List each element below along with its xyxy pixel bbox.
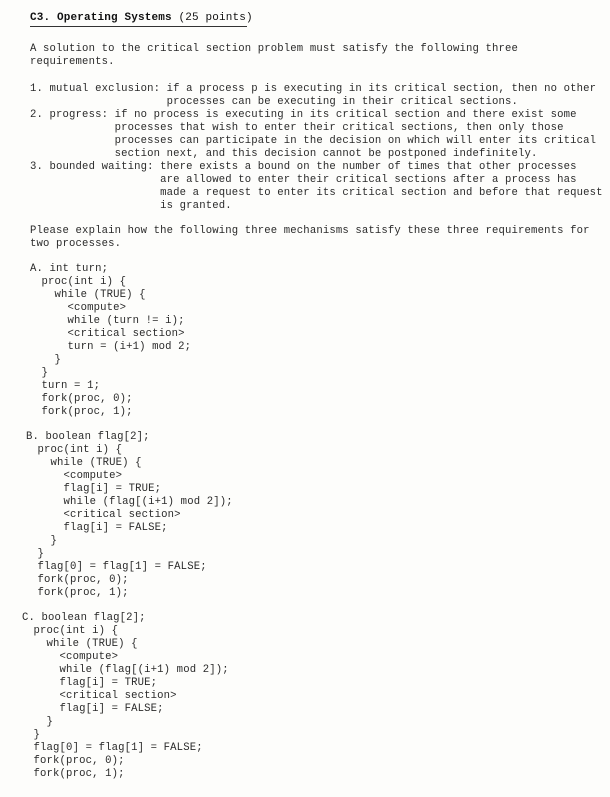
- code-line: while (TRUE) {: [22, 289, 146, 301]
- code-line: while (TRUE) {: [14, 638, 138, 650]
- question-title: [30, 12, 253, 25]
- code-line: }: [22, 354, 62, 366]
- code-line: <compute>: [22, 302, 127, 314]
- code-line: turn = 1;: [22, 380, 101, 392]
- requirement-2-line-4: section next, and this decision cannot be postponed indefinitely.: [30, 148, 538, 160]
- code-line: }: [14, 729, 41, 741]
- requirement-2-line-2: processes that wish to enter their critical sections, then only those: [30, 122, 564, 134]
- code-line: while (flag[(i+1) mod 2]);: [14, 664, 229, 676]
- question-line-2: two processes.: [30, 238, 122, 250]
- code-line: fork(proc, 0);: [22, 393, 133, 405]
- code-line: fork(proc, 1);: [14, 768, 125, 780]
- title-underline: [30, 26, 247, 27]
- code-line: fork(proc, 1);: [18, 587, 129, 599]
- code-line: B. boolean flag[2];: [26, 431, 150, 443]
- requirement-2-line-1: 2. progress: if no process is executing in its critical section and there exist some: [30, 109, 577, 121]
- code-line: }: [18, 548, 45, 560]
- requirement-1-line-2: processes can be executing in their critical sections.: [30, 96, 519, 108]
- code-line: while (turn != i);: [22, 315, 185, 327]
- requirement-2-line-3: processes can participate in the decision on which will enter its critical: [30, 135, 597, 147]
- requirement-3-line-2: are allowed to enter their critical sections after a process has: [30, 174, 577, 186]
- code-line: flag[0] = flag[1] = FALSE;: [14, 742, 203, 754]
- requirement-3-line-4: is granted.: [30, 200, 232, 212]
- code-line: C. boolean flag[2];: [22, 612, 146, 624]
- intro-line-1: A solution to the critical section problem must satisfy the following three: [30, 43, 519, 55]
- code-line: while (TRUE) {: [18, 457, 142, 469]
- code-line: turn = (i+1) mod 2;: [22, 341, 192, 353]
- title-text: C3. Operating Systems: [30, 12, 172, 24]
- code-line: A. int turn;: [30, 263, 109, 275]
- code-line: proc(int i) {: [22, 276, 127, 288]
- question-line-1: Please explain how the following three mechanisms satisfy these three requirements for: [30, 225, 590, 237]
- code-line: <compute>: [18, 470, 123, 482]
- requirement-1-line-1: 1. mutual exclusion: if a process p is executing in its critical section, then no other: [30, 83, 597, 95]
- code-line: flag[i] = TRUE;: [18, 483, 162, 495]
- intro-line-2: requirements.: [30, 56, 115, 68]
- code-line: flag[i] = TRUE;: [14, 677, 158, 689]
- code-line: while (flag[(i+1) mod 2]);: [18, 496, 233, 508]
- code-line: proc(int i) {: [14, 625, 119, 637]
- code-line: fork(proc, 0);: [14, 755, 125, 767]
- code-line: fork(proc, 1);: [22, 406, 133, 418]
- code-line: <critical section>: [14, 690, 177, 702]
- code-line: <critical section>: [22, 328, 185, 340]
- requirement-3-line-3: made a request to enter its critical section and before that request: [30, 187, 603, 199]
- code-line: }: [22, 367, 49, 379]
- code-line: flag[i] = FALSE;: [14, 703, 164, 715]
- code-line: }: [14, 716, 54, 728]
- code-line: <compute>: [14, 651, 119, 663]
- requirement-3-line-1: 3. bounded waiting: there exists a bound on the number of times that other processes: [30, 161, 577, 173]
- code-line: flag[i] = FALSE;: [18, 522, 168, 534]
- code-line: proc(int i) {: [18, 444, 123, 456]
- code-line: flag[0] = flag[1] = FALSE;: [18, 561, 207, 573]
- code-line: }: [18, 535, 58, 547]
- points-label: (25 points): [178, 12, 253, 24]
- code-line: fork(proc, 0);: [18, 574, 129, 586]
- code-line: <critical section>: [18, 509, 181, 521]
